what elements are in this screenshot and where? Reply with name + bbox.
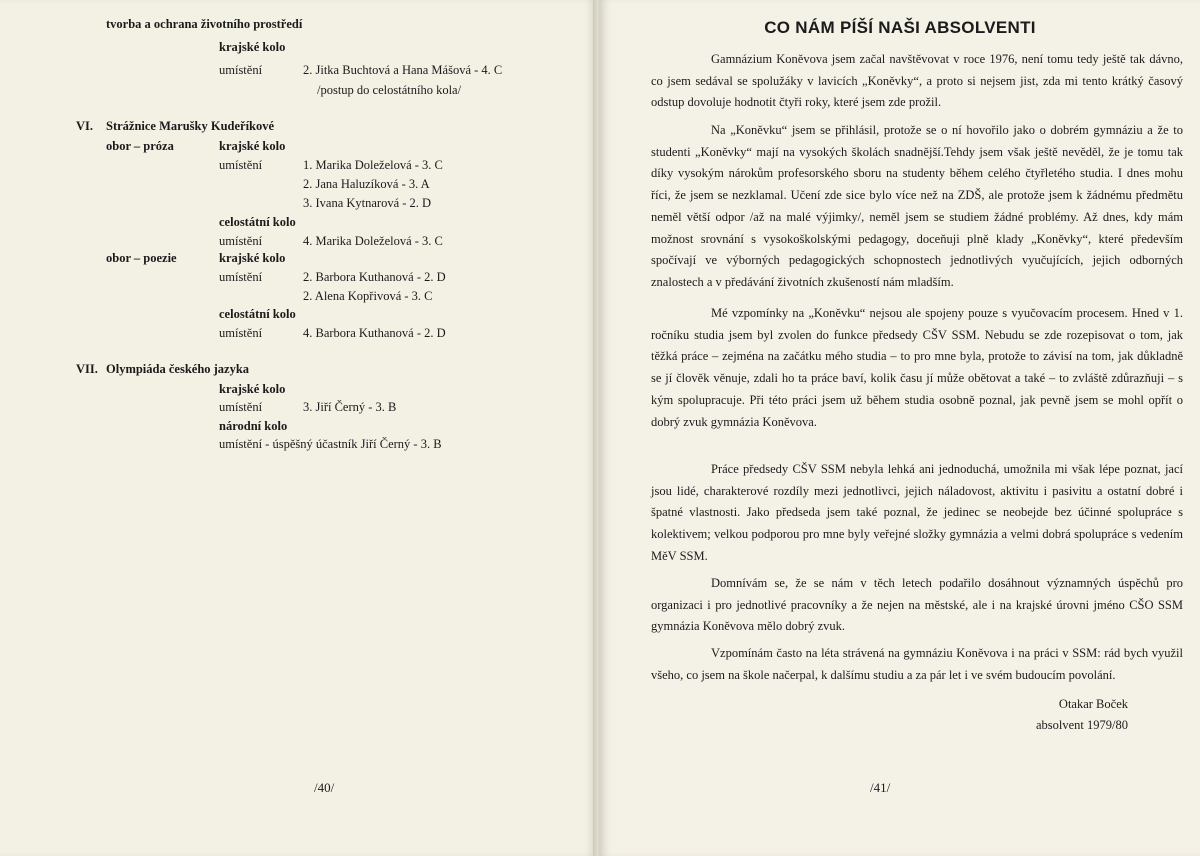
result-line: krajské kolo (219, 382, 286, 396)
page-number-right: /41/ (870, 780, 891, 795)
result-line: 3. Jiří Černý - 3. B (303, 400, 397, 414)
page-number-left: /40/ (314, 780, 335, 795)
paragraph-text: Práce předsedy CŠV SSM nebyla lehká ani jednoduchá, umožnila mi však lépe poznat, jací jsou lidé, charakterové rozdíly mezi jednotlivci, jejich náladovost, aktivitu i pasivitu a ostatní dobré i špatné vlastnosti. Jako předseda jsem také poznal, že jedinec se neobejde bez účinné spolupráce s kolektivem; velkou podporou pro mne byly veřejné složky gymnázia a velmi dobrá spolupráce s vedením MěV SSM. (651, 462, 1183, 563)
result-line: umístění (219, 63, 263, 77)
paragraph-text: Mé vzpomínky na „Koněvku“ nejsou ale spojeny pouze s vyučovacím procesem. Hned v 1. ročníku studia jsem byl zvolen do funkce předsedy CŠV SSM. Nebudu se zde rozepisovat o tom, jak těžká práce – zejména na začátku mého studia – to pro mne byla, protože to závisí na tom, jak důkladně se jí člověk věnuje, zdali ho ta práce baví, kolik času jí může obětovat a také – to zvláště zdůrazňuji – s kým spolupracuje. Při této práci jsem už během studia osobně poznal, jak pevně jsem se mohl opřít o dobrý zvuk gymnázia Koněvova. (651, 306, 1183, 429)
right-page (600, 0, 1200, 856)
result-line: 1. Marika Doleželová - 3. C (303, 158, 443, 172)
result-line: Strážnice Marušky Kudeříkové (106, 119, 275, 133)
result-line: 4. Barbora Kuthanová - 2. D (303, 326, 446, 340)
result-line: VII. (76, 362, 98, 376)
result-line: 2. Jana Haluzíková - 3. A (303, 177, 430, 191)
result-line: umístění - úspěšný účastník Jiří Černý - 3. B (219, 437, 442, 451)
result-line: VI. (76, 119, 94, 133)
signature-role: absolvent 1979/80 (1035, 718, 1128, 732)
result-line: Olympiáda českého jazyka (106, 362, 250, 376)
result-line: obor – poezie (106, 251, 177, 265)
result-line: 3. Ivana Kytnarová - 2. D (303, 196, 432, 210)
result-line: umístění (219, 234, 263, 248)
paragraph-1 (651, 49, 1183, 114)
result-line: celostátní kolo (219, 307, 296, 321)
paragraph-text: Domnívám se, že se nám v těch letech podařilo dosáhnout významných úspěchů pro organizaci i pro jednotlivé pracovníky a že nejen na městské, ale i na krajské úrovni jméno CŠO SSM gymnázia Koněvova mělo dobrý zvuk. (651, 576, 1183, 634)
result-line: umístění (219, 400, 263, 414)
result-line: 2. Barbora Kuthanová - 2. D (303, 270, 446, 284)
result-line: krajské kolo (219, 251, 286, 265)
result-line: tvorba a ochrana životního prostředí (106, 17, 303, 31)
result-line: 2. Alena Kopřivová - 3. C (303, 289, 433, 303)
article-title: CO NÁM PÍŠÍ NAŠI ABSOLVENTI (764, 18, 1036, 37)
left-page (0, 0, 596, 856)
result-line: umístění (219, 326, 263, 340)
result-line: umístění (219, 158, 263, 172)
paragraph-text: Vzpomínám často na léta strávená na gymnáziu Koněvova i na práci v SSM: rád bych využil všeho, co jsem na škole načerpal, k dalšímu studiu a za pár let i ve svém budoucím povolání. (651, 646, 1183, 682)
paragraph-4 (651, 459, 1183, 568)
result-line: 2. Jitka Buchtová a Hana Mášová - 4. C (303, 63, 503, 77)
result-line: krajské kolo (219, 40, 286, 54)
paragraph-text: Gamnázium Koněvova jsem začal navštěvovat v roce 1976, není tomu tedy ještě tak dávno, co jsem sedával se spolužáky v lavicích „Koněvky“, a proto si nejsem jist, zda mi tento krátký časový odstup dovoluje hodnotit čtyři roky, které jsem zde prožil. (651, 52, 1183, 110)
paragraph-3 (651, 303, 1183, 433)
paragraph-text: Na „Koněvku“ jsem se přihlásil, protože se o ní hovořilo jako o dobrém gymnáziu a že to studenti „Koněvky“ mají na vysokých školách snadnější.Tehdy jsem však ještě nevěděl, že je tomu tak díky vysokým nárokům profesorského sboru na studenty během celého čtyřletého studia. I dnes mohu říci, že jsem se nezklamal. Učení zde sice bylo více než na ZDŠ, ale protože jsem k žádnému předmětu neměl větší odpor /až na malé výjimky/, neměl jsem se studiem žádné problémy. Až dnes, kdy mám možnost srovnání s vysokoškolskými pedagogy, doceňuji plně klady „Koněvky“, které především spočívají ve výborných pedagogických schopnostech jednotlivých vyučujících, jejich odborných znalostech a v předávání životních zkušeností nám mladším. (651, 123, 1183, 289)
paragraph-6 (651, 643, 1183, 686)
result-line: umístění (219, 270, 263, 284)
result-line: celostátní kolo (219, 215, 296, 229)
paragraph-5 (651, 573, 1183, 638)
result-line: /postup do celostátního kola/ (317, 83, 462, 97)
result-line: obor – próza (106, 139, 174, 153)
paragraph-2 (651, 120, 1183, 294)
result-line: národní kolo (219, 419, 288, 433)
signature-block (1036, 694, 1128, 736)
result-line: 4. Marika Doleželová - 3. C (303, 234, 443, 248)
signature-name: Otakar Boček (1058, 697, 1128, 711)
result-line: krajské kolo (219, 139, 286, 153)
